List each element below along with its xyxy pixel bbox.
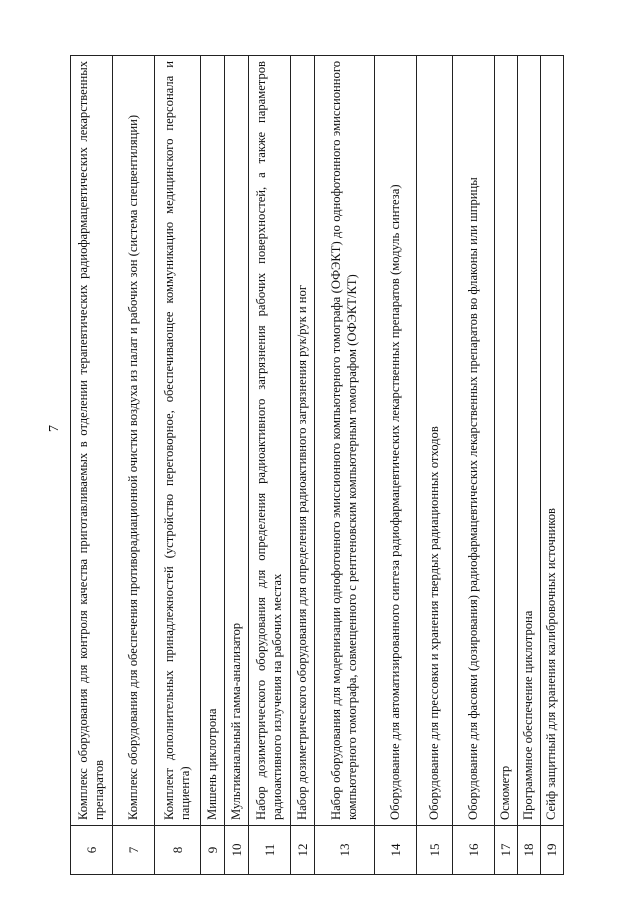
table-row	[155, 56, 201, 875]
row-text: Набор дозиметрического оборудования для определения радиоактивного загрязнения рабочих поверхностей, а также параметров радиоактивного излучения на рабочих местах	[249, 56, 291, 826]
row-number: 10	[225, 826, 249, 875]
row-text: Программное обеспечение циклотрона	[517, 56, 540, 826]
row-text: Комплект дополнительных принадлежностей (устройство переговорное, обеспечивающее коммуникацию медицинского персонала и пациента)	[155, 56, 201, 826]
row-number: 17	[495, 826, 518, 875]
table-row	[540, 56, 563, 875]
row-text: Сейф защитный для хранения калибровочных источников	[540, 56, 563, 826]
row-text: Мультиканальный гамма-анализатор	[225, 56, 249, 826]
table-row	[225, 56, 249, 875]
table-row	[71, 56, 113, 875]
row-number: 15	[417, 826, 453, 875]
row-number: 6	[71, 826, 113, 875]
row-text: Оборудование для автоматизированного синтеза радиофармацевтических лекарственных препаратов (модуль синтеза)	[375, 56, 417, 826]
row-number: 16	[453, 826, 495, 875]
rotated-page-content	[70, 55, 612, 875]
table-row	[453, 56, 495, 875]
row-text: Оборудование для фасовки (дозирования) радиофармацевтических лекарственных препаратов во флаконы или шприцы	[453, 56, 495, 826]
row-number: 12	[291, 826, 315, 875]
table-row	[291, 56, 315, 875]
row-number: 7	[113, 826, 155, 875]
row-text: Набор дозиметрического оборудования для определения радиоактивного загрязнения рук/рук и ног	[291, 56, 315, 826]
row-number: 19	[540, 826, 563, 875]
row-text: Набор оборудования для модернизации однофотонного эмиссионного компьютерного томографа (ОФЭКТ) до однофотонного эмиссионного компьютерного томографа, совмещенного с рентгеновским компьютерным томографом (ОФЭКТ/КТ)	[315, 56, 375, 826]
row-text: Оборудование для прессовки и хранения твердых радиационных отходов	[417, 56, 453, 826]
table-row	[495, 56, 518, 875]
table-row	[249, 56, 291, 875]
table-row	[113, 56, 155, 875]
row-number: 11	[249, 826, 291, 875]
table-row	[517, 56, 540, 875]
table-row	[315, 56, 375, 875]
row-number: 13	[315, 826, 375, 875]
row-text: Комплекс оборудования для обеспечения противорадиационной очистки воздуха из палат и рабочих зон (система спецвентиляции)	[113, 56, 155, 826]
table-row	[201, 56, 225, 875]
row-number: 18	[517, 826, 540, 875]
equipment-table	[70, 55, 564, 875]
row-text: Комплекс оборудования для контроля качества приготавливаемых в отделении терапевтических радиофармацевтических лекарственных препаратов	[71, 56, 113, 826]
page-number: 7	[47, 425, 62, 432]
row-text: Мишень циклотрона	[201, 56, 225, 826]
table-row	[375, 56, 417, 875]
table-row	[417, 56, 453, 875]
row-number: 9	[201, 826, 225, 875]
row-number: 8	[155, 826, 201, 875]
row-number: 14	[375, 826, 417, 875]
row-text: Осмометр	[495, 56, 518, 826]
